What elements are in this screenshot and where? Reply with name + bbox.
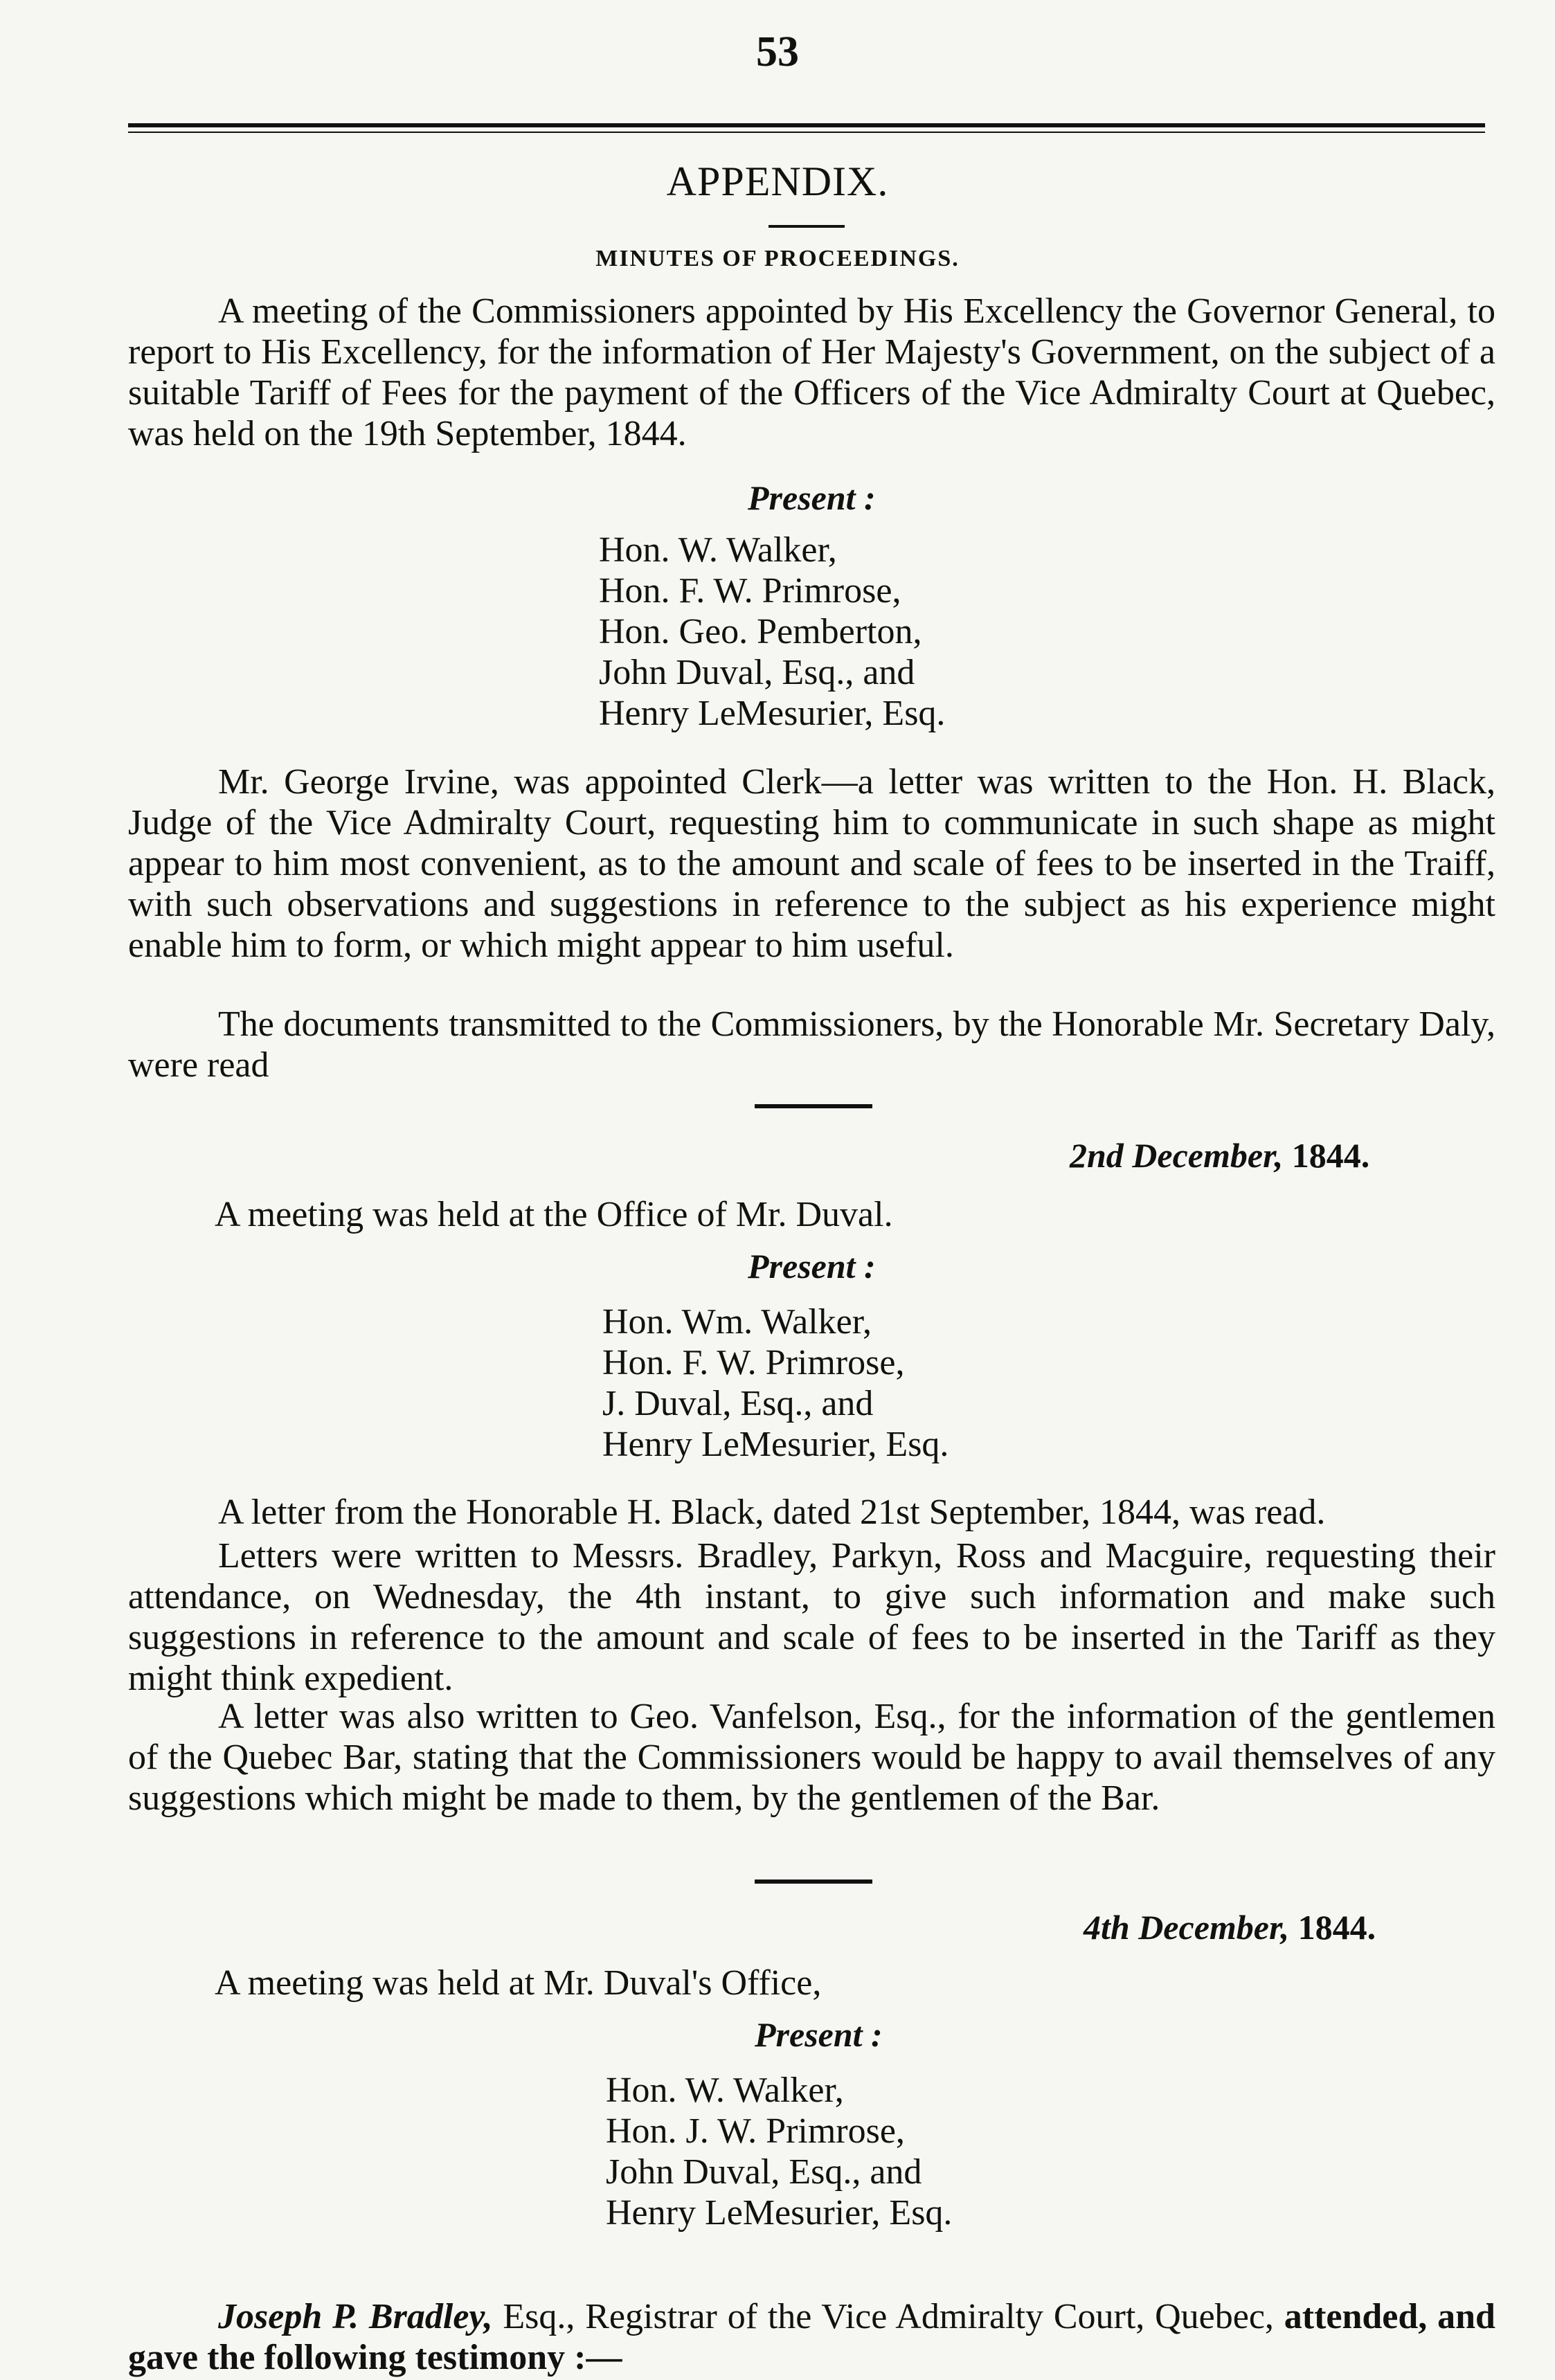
bradley-paragraph (128, 2296, 1495, 2378)
black-letter-paragraph: A letter from the Honorable H. Black, dated 21st September, 1844, was read. (218, 1493, 1326, 1532)
present-name: Hon. F. W. Primrose, (602, 1343, 905, 1382)
meeting-3-text: A meeting was held at Mr. Duval's Office, (215, 1963, 822, 2003)
present-name: Henry LeMesurier, Esq. (606, 2193, 953, 2233)
present-name: Hon. Wm. Walker, (602, 1302, 872, 1342)
section-divider (755, 1104, 872, 1108)
testimony-intro: attended, and gave the following testimony :— (128, 2297, 1495, 2377)
intro-paragraph: A meeting of the Commissioners appointed by His Excellency the Governor General, to report to His Excellency, for the information of Her Majesty's Government, on the subject of a suitable Tariff of Fees for the payment of the Officers of the Vice Admiralty Court at Quebec, was held on the 19th September, 1844. (128, 291, 1495, 453)
documents-paragraph: The documents transmitted to the Commissioners, by the Honorable Mr. Secretary Daly, were read (128, 1004, 1495, 1085)
meeting-2-text: A meeting was held at the Office of Mr. Duval. (215, 1195, 893, 1234)
present-name: Hon. W. Walker, (606, 2071, 844, 2110)
present-name: Hon. J. W. Primrose, (606, 2111, 905, 2151)
present-name: John Duval, Esq., and (606, 2152, 922, 2192)
present-name: Hon. F. W. Primrose, (599, 571, 901, 611)
appendix-title: APPENDIX. (666, 159, 889, 204)
meeting-date-2 (1070, 1135, 1369, 1175)
date-text: 2nd December, (1070, 1136, 1284, 1175)
meeting-date-3 (1084, 1907, 1376, 1947)
witness-name: Joseph P. Bradley, (218, 2297, 493, 2336)
witness-role: Esq., Registrar of the Vice Admiralty Court, Quebec, (492, 2297, 1284, 2336)
present-name: John Duval, Esq., and (599, 653, 915, 692)
present-label-2: Present : (748, 1247, 876, 1286)
messrs-letters-paragraph: Letters were written to Messrs. Bradley, Parkyn, Ross and Macguire, requesting their attendance, on Wednesday, the 4th instant, to give such information and make such suggestions in reference to the amount and scale of fees to be inserted in the Tariff as they might think expedient. (128, 1536, 1495, 1698)
title-divider (768, 225, 845, 228)
clerk-paragraph: Mr. George Irvine, was appointed Clerk—a letter was written to the Hon. H. Black, Judge of the Vice Admiralty Court, requesting him to communicate in such shape as might appear to him most convenient, as to the amount and scale of fees to be inserted in the Traiff, with such observations and suggestions in reference to the subject as his experience might enable him to form, or which might appear to him useful. (128, 762, 1495, 965)
present-name: Henry LeMesurier, Esq. (599, 694, 946, 733)
present-label-1: Present : (748, 478, 876, 517)
present-name: Henry LeMesurier, Esq. (602, 1425, 949, 1464)
date-year: 1844. (1291, 1136, 1370, 1175)
vanfelson-paragraph: A letter was also written to Geo. Vanfelson, Esq., for the information of the gentlemen of the Quebec Bar, stating that the Commissioners would be happy to avail themselves of any suggestions which might be made to them, by the gentlemen of the Bar. (128, 1697, 1495, 1818)
page-number: 53 (756, 28, 799, 75)
present-list-2 (602, 1301, 949, 1465)
date-text: 4th December, (1084, 1908, 1290, 1947)
minutes-subtitle: MINUTES OF PROCEEDINGS. (595, 246, 960, 271)
present-label-3: Present : (755, 2015, 883, 2054)
date-year: 1844. (1297, 1908, 1376, 1947)
present-name: J. Duval, Esq., and (602, 1384, 874, 1423)
section-divider (755, 1879, 872, 1884)
present-name: Hon. W. Walker, (599, 530, 837, 570)
present-name: Hon. Geo. Pemberton, (599, 612, 922, 651)
present-list-3 (606, 2070, 952, 2233)
header-double-rule (128, 123, 1485, 133)
present-list-1 (599, 530, 945, 734)
